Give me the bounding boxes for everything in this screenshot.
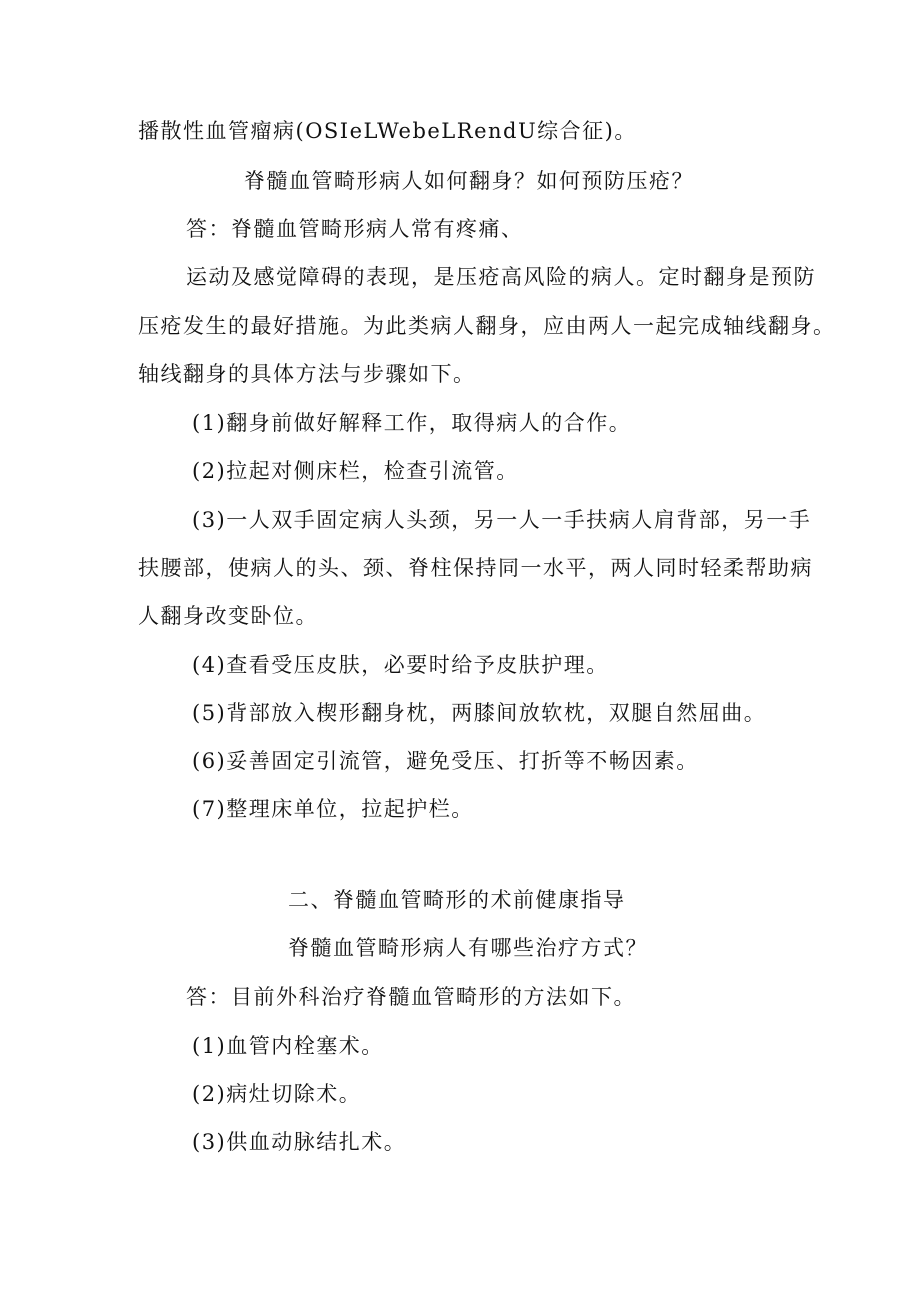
paragraph-line-3: 轴线翻身的具体方法与步骤如下。	[138, 362, 476, 386]
treatment-item-3: (3)供血动脉结扎术。	[192, 1130, 407, 1154]
list-item-2: (2)拉起对侧床栏，检查引流管。	[192, 459, 519, 483]
question-heading-2: 脊髓血管畸形病人有哪些治疗方式？	[288, 936, 648, 960]
paragraph-line-1: 运动及感觉障碍的表现，是压疮高风险的病人。定时翻身是预防	[186, 265, 816, 289]
list-item-4: (4)查看受压皮肤，必要时给予皮肤护理。	[192, 653, 609, 677]
list-item-5: (5)背部放入楔形翻身枕，两膝间放软枕，双腿自然屈曲。	[192, 701, 767, 725]
question-heading-1: 脊髓血管畸形病人如何翻身？如何预防压疮？	[244, 169, 694, 193]
list-item-1: (1)翻身前做好解释工作，取得病人的合作。	[192, 411, 632, 435]
list-item-3-line-1: (3)一人双手固定病人头颈，另一人一手扶病人肩背部，另一手	[192, 508, 812, 532]
treatment-item-1: (1)血管内栓塞术。	[192, 1034, 384, 1058]
list-item-6: (6)妥善固定引流管，避免受压、打折等不畅因素。	[192, 749, 699, 773]
answer-line-2: 答：目前外科治疗脊髓血管畸形的方法如下。	[186, 985, 636, 1009]
section-heading: 二、脊髓血管畸形的术前健康指导	[288, 888, 626, 912]
list-item-3-line-3: 人翻身改变卧位。	[138, 604, 318, 628]
paragraph-line-2: 压疮发生的最好措施。为此类病人翻身，应由两人一起完成轴线翻身。	[138, 314, 836, 338]
treatment-item-2: (2)病灶切除术。	[192, 1082, 362, 1106]
text-line-1: 播散性血管瘤病(OSIeLWebeLRendU综合征)。	[138, 119, 637, 143]
answer-line-1: 答：脊髓血管畸形病人常有疼痛、	[186, 217, 524, 241]
list-item-3-line-2: 扶腰部，使病人的头、颈、脊柱保持同一水平，两人同时轻柔帮助病	[138, 556, 813, 580]
list-item-7: (7)整理床单位，拉起护栏。	[192, 797, 474, 821]
